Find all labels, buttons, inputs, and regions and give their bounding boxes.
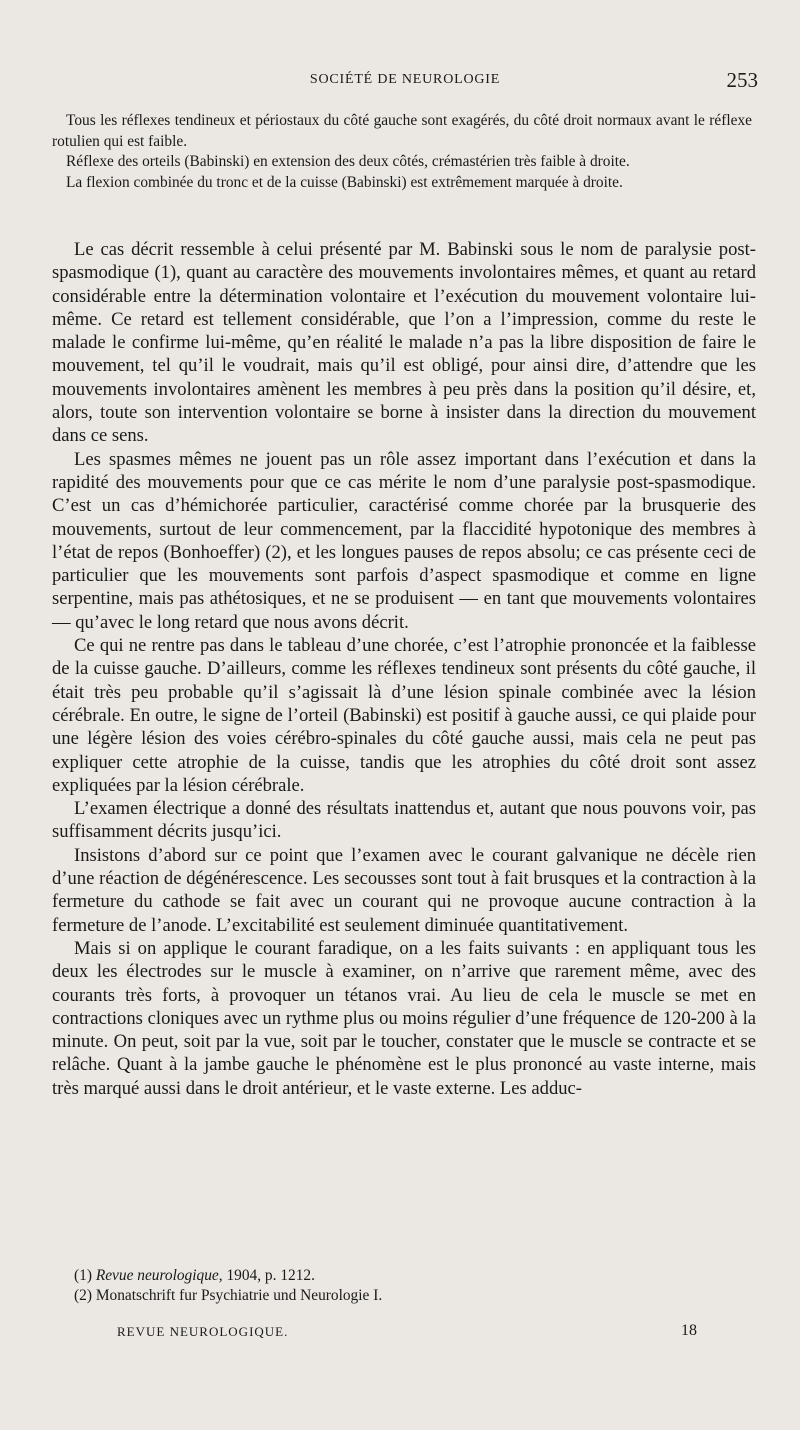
body-paragraph: Insistons d’abord sur ce point que l’examen avec le courant galvanique ne décèle rien d’une réaction de dégénérescence. Les secousses sont tout à fait brusques et la contraction à la fermeture du cathode se fait avec un courant qui ne provoque aucune contraction à la fermeture de l’anode. L’excitabilité est seulement diminuée quantitativement. (52, 844, 756, 936)
footnote-mark: (2) (74, 1287, 92, 1304)
page-number: 253 (726, 68, 758, 92)
clinical-findings (52, 111, 752, 193)
body-paragraph: L’examen électrique a donné des résultats inattendus et, autant que nous pouvons voir, pas suffisamment décrits jusqu’ici. (52, 798, 756, 843)
intro-paragraph: Tous les réflexes tendineux et périostaux du côté gauche sont exagérés, du côté droit normaux avant le réflexe rotulien qui est faible. (52, 112, 752, 150)
footnotes (74, 1266, 734, 1306)
body-paragraph: Ce qui ne rentre pas dans le tableau d’une chorée, c’est l’atrophie prononcée et la faiblesse de la cuisse gauche. D’ailleurs, comme les réflexes tendineux sont présents du côté gauche, il était très peu probable qu’il s’agissait là d’une lésion spinale combinée avec la lésion cérébrale. En outre, le signe de l’orteil (Babinski) est positif à gauche aussi, ce qui plaide pour une légère lésion des voies cérébro-spinales du côté gauche aussi, mais cela ne peut pas expliquer cette atrophie de la cuisse, tandis que les atrophies du côté droit sont assez expliquées par la lésion cérébrale. (52, 635, 756, 796)
footnote (74, 1286, 734, 1306)
body-paragraph: Mais si on applique le courant faradique, on a les faits suivants : en appliquant tous les deux les électrodes sur le muscle à examiner, on n’arrive que rarement même, avec des courants très forts, à provoquer un tétanos vrai. Au lieu de cela le muscle se met en contractions cloniques avec un rythme plus ou moins régulier d’une fréquence de 120-200 à la minute. On peut, soit par la vue, soit par le toucher, constater que le muscle se contracte et se relâche. Quant à la jambe gauche le phénomène est le plus prononcé au vaste interne, mais très marqué aussi dans le droit antérieur, et le vaste externe. Les adduc- (52, 937, 756, 1099)
running-title: SOCIÉTÉ DE NEUROLOGIE (309, 72, 501, 87)
page-footer (117, 1324, 697, 1344)
intro-paragraph: La flexion combinée du tronc et de la cuisse (Babinski) est extrêmement marquée à droite. (66, 173, 623, 191)
body-paragraph: Les spasmes mêmes ne jouent pas un rôle assez important dans l’exécution et dans la rapidité des mouvements pour que ce cas mérite le nom d’une paralysie post-spasmodique. C’est un cas d’hémichorée particulier, caractérisé comme chorée par la brusquerie des mouvements, surtout de leur commencement, par la flaccidité hypotonique des membres à l’état de repos (Bonhoeffer) (2), et les longues pauses de repos absolu; ce cas présente ceci de particulier que les mouvements sont parfois d’aspect spasmodique et comme en ligne serpentine, mais pas athétosiques, et ne se produisent — en tant que mouvements volontaires — qu’avec le long retard que nous avons décrit. (52, 448, 756, 633)
journal-name: REVUE NEUROLOGIQUE. (117, 1324, 289, 1339)
running-header (52, 68, 758, 94)
footnote-text: Monatschrift fur Psychiatrie und Neurologie I. (95, 1287, 383, 1304)
footnote (74, 1266, 734, 1286)
footnote-journal-title: Revue neurologique (95, 1267, 219, 1284)
signature-number: 18 (681, 1322, 697, 1339)
intro-paragraph: Réflexe des orteils (Babinski) en extension des deux côtés, crémastérien très faible à droite. (66, 153, 630, 170)
footnote-mark: (1) (74, 1267, 92, 1284)
body-paragraph: Le cas décrit ressemble à celui présenté par M. Babinski sous le nom de paralysie post-spasmodique (1), quant au caractère des mouvements involontaires mêmes, et quant au retard considérable entre la détermination volontaire et l’exécution du mouvement volontaire lui-même. Ce retard est tellement considérable, que l’on a l’impression, comme du reste le malade le confirme lui-même, qu’en réalité le malade n’a pas la libre disposition de faire le mouvement, tel qu’il le voudrait, mais qu’il est obligé, pour ainsi dire, d’attendre que les mouvements involontaires amènent les membres à peu près dans la position qu’il désire, et, alors, toute son intervention volontaire se borne à insister dans la direction du mouvement dans ce sens. (52, 239, 756, 447)
main-text (52, 238, 756, 1100)
footnote-text: , 1904, p. 1212. (218, 1267, 315, 1284)
